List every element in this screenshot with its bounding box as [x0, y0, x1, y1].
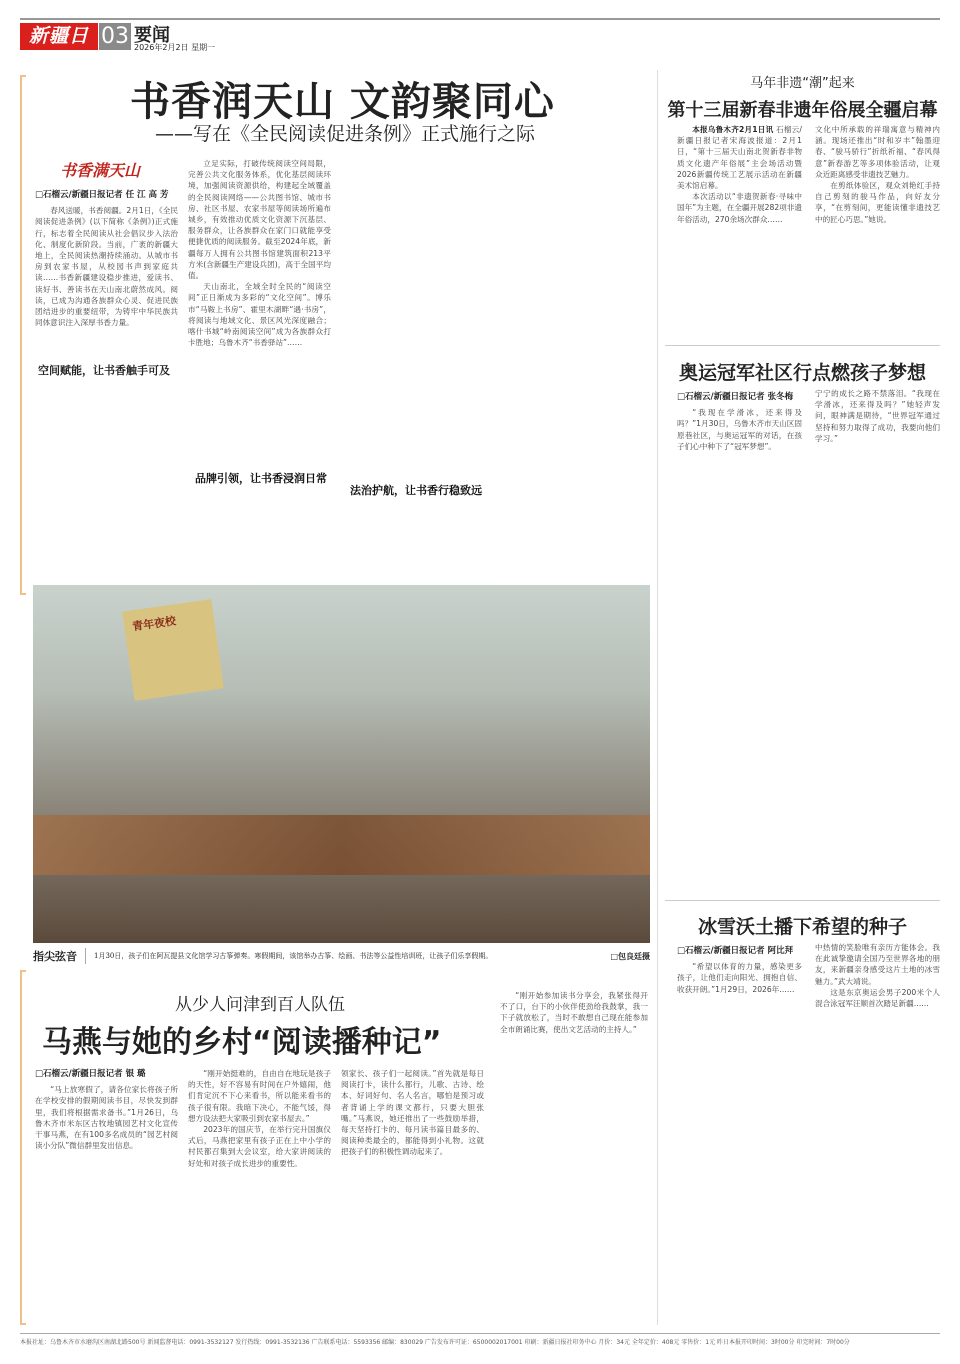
right1-headline: 第十三届新春非遗年俗展全疆启幕: [667, 100, 938, 121]
news-photo: [33, 585, 650, 943]
byline: □石榴云/新疆日报记者 银 璐: [35, 1069, 146, 1079]
guzheng-row: [33, 815, 650, 875]
photo-credit: □包良廷摄: [610, 951, 650, 961]
paragraph: 春风送暖，书香阅疆。2月1日，《全民阅读促进条例》(以下简称《条例》)正式施行，标志着全民阅读从社会倡议步入法治化、制度化新阶段。当前，广袤的新疆大地上，全民阅读热潮持续涌动。从城市书房到农家书屋，从校园书声到家庭共读……书香新疆建设稳步推进，爱读书、读好书、善读书在天山南北蔚然成风。阅读，已成为沟通各族群众心灵、促进民族团结进步的重要纽带，为铸牢中华民族共同体意识注入深厚书香力量。: [35, 206, 178, 328]
issue-date: 2026年2月2日 星期一: [134, 43, 216, 52]
right3-headline: 冰雪沃土播下希望的种子: [697, 916, 907, 938]
page-number: 03: [101, 24, 129, 49]
lead-headline: 书香润天山 文韵聚同心: [130, 79, 555, 125]
paragraph: “刚开始参加读书分享会，我紧张得开不了口，台下的小伙伴使劲给我鼓掌，我一下子就放松了，当时不敢想自己现在能参加全市朗诵比赛，使出文艺活动的主持人。”: [500, 991, 648, 1034]
lead-col-2: [188, 158, 331, 458]
paragraph: 2023年的国庆节，在举行完升国旗仪式后，马燕把家里有孩子正在上中小学的村民都召集到大会议室，给大家讲阅读的好处和对孩子成长进步的重要性。: [188, 1125, 331, 1168]
left-bracket: [20, 75, 26, 595]
paragraph: “希望以体育的力量，感染更多孩子，让他们走向阳光、拥抱自信、收获开朗。”1月29日，2026年……: [677, 962, 802, 994]
subhead-1: 空间赋能，让书香触手可及: [38, 364, 170, 377]
paragraph: 本次活动以“非遗贺新春·寻味中国年”为主题，在全疆开展282项非遗年俗活动，270余场次群众……: [677, 192, 802, 224]
column-logo: 书香满天山: [60, 161, 141, 180]
paragraph: 中热情的笑脸唯有亲历方能体会。我在此诚挚邀请全国乃至世界各地的朋友，来新疆亲身感受这片土地的冰雪魅力。”武大靖说。: [815, 943, 940, 986]
sign-board: 青年夜校: [122, 599, 224, 701]
paragraph: 文化中所承载的祥瑞寓意与精神内涵。现场还推出“时和岁丰”翰墨迎春、“骏马骄行”折纸祈福、“春风得意”新春游艺等多项体验活动，让观众近距离感受非遗技艺魅力。: [815, 125, 940, 179]
right3-col-1: [677, 942, 802, 1322]
top-rule: [20, 18, 940, 20]
bottom-col-2: [188, 1068, 331, 1320]
bottom-col-1: [35, 1065, 178, 1320]
paragraph: “刚开始挺难的，自由自在地玩是孩子的天性，好不容易有时间在户外嬉闹，他们肯定沉不下心来看书，所以能来看书的孩子很有限。我暗下决心，不能气馁，得想方设法把大家吸引到农家书屋去。”: [188, 1069, 331, 1123]
paragraph: 天山南北，全域全时全民的“阅读空间”正日渐成为多彩的“文化空间”。博乐市“马鞍上书房”、霍里木湖畔“遇·书房”，将阅读与地域文化、景区风光深度融合；喀什书城“岭南阅读空间”成为各族群众打卡胜地；乌鲁木齐“书香驿站”……: [188, 282, 331, 348]
bottom-col-4: [500, 990, 648, 1320]
divider: [665, 345, 940, 346]
footer-imprint: 本报社址：乌鲁木齐市水磨沟区南湖北路500号 新闻监督电话：0991-3532127 发行热线：0991-3532136 广告联系电话：5593356 邮编：830029 广告发布许可证：6500002017001 印刷：新疆日报社印务中心 月价：34元 全年定价：408元 零售价：1元 昨日本报开印时间：3时00分 印完时间：7时00分: [20, 1333, 940, 1346]
right3-col-2: [815, 942, 940, 1322]
bottom-kicker: 从少人问津到百人队伍: [175, 995, 345, 1015]
bottom-headline: 马燕与她的乡村“阅读播种记”: [42, 1025, 442, 1060]
photo-caption: [33, 948, 650, 964]
dateline: 本报乌鲁木齐2月1日讯: [692, 125, 774, 134]
paragraph: 石榴云/新疆日报记者宋海波报道：2月1日，“第十三届天山南北贺新春非物质文化遗产年俗展”主会场活动暨2026新疆传统工艺展示活动在新疆美术馆启幕。: [677, 125, 802, 191]
section-title: 要闻: [134, 25, 170, 46]
right1-col-1: [677, 124, 802, 339]
subhead-3: 法治护航，让书香行稳致远: [350, 484, 482, 497]
byline: □石榴云/新疆日报记者 张冬梅: [677, 392, 794, 402]
byline: □石榴云/新疆日报记者 任 江 高 芳: [35, 190, 169, 200]
paragraph: “马上放寒假了，请各位家长将孩子所在学校安排的假期阅读书目，尽快发到群里，我们将根据需求备书。”1月26日，乌鲁木齐市米东区古牧地镇园艺村文化宣传干事马燕，在有100多名成员的“园艺村阅读小分队”微信群里发出信息。: [35, 1085, 178, 1151]
bottom-col-3: [341, 1068, 484, 1320]
lead-col-1: [35, 186, 178, 354]
divider: [665, 900, 940, 901]
paragraph: 领家长、孩子们一起阅读。”首先就是每日阅读打卡，读什么都行，儿歌、古诗、绘本、好词好句、名人名言，哪怕是预习或者背诵上学的课文都行，只要大胆张嘴。”马燕说，她还推出了一些鼓励举措，每天坚持打卡的、每月读书篇目最多的、阅读种类最全的，都能得到小礼物。这就把孩子们的积极性调动起来了。: [341, 1069, 484, 1157]
column-divider: [657, 70, 658, 1325]
paragraph: 这是东京奥运会男子200米个人混合泳冠军汪顺首次踏足新疆……: [815, 987, 940, 1009]
paragraph: 宁宁的成长之路不禁落泪。“我现在学滑冰，还来得及吗？”她轻声发问，眼神满是期待，“世界冠军通过坚持和努力取得了成功，我要向他们学习。”: [815, 389, 940, 443]
newspaper-logo: 新疆日报: [20, 23, 98, 50]
right1-kicker: 马年非遗“潮”起来: [750, 76, 855, 91]
caption-title: 指尖弦音: [33, 948, 86, 964]
paragraph: 立足实际，打破传统阅读空间局限，完善公共文化服务体系，优化基层阅读环境，加强阅读资源供给，构建起全域覆盖的全民阅读网络——公共图书馆、城市书房、社区书屋、农家书屋等阅读场所遍布城乡，有效推动优质文化资源下沉基层、服务群众，让各族群众在家门口就能享受便捷优质的阅读服务。截至2024年底，新疆每万人拥有公共图书馆建筑面积213平方米(含新疆生产建设兵团)，高于全国平均值。: [188, 159, 331, 281]
left-bracket-bottom: [20, 970, 26, 1325]
paragraph: 在剪纸体验区，观众刘艳红手持自己剪刻的骏马作品，向好友分享，“在剪刻间，更能读懂非遗技艺中的匠心巧思。”她说。: [815, 181, 940, 224]
right1-col-2: [815, 124, 940, 339]
caption-text: 1月30日，孩子们在阿瓦提县文化馆学习古筝弹奏。寒假期间，该馆举办古筝、绘画、书法等公益性培训班，让孩子们乐享假期。: [94, 952, 493, 960]
subhead-2: 品牌引领，让书香浸润日常: [195, 472, 327, 485]
lead-subtitle: ——写在《全民阅读促进条例》正式施行之际: [155, 123, 536, 145]
right2-col-2: [815, 388, 940, 893]
right2-col-1: [677, 388, 802, 893]
paragraph: “我现在学滑冰，还来得及吗？”1月30日，乌鲁木齐市天山区固原巷社区，与奥运冠军的对话，在孩子们心中种下了“冠军梦想”。: [677, 408, 802, 451]
right2-headline: 奥运冠军社区行点燃孩子梦想: [678, 362, 926, 384]
byline: □石榴云/新疆日报记者 阿比拜: [677, 946, 794, 956]
